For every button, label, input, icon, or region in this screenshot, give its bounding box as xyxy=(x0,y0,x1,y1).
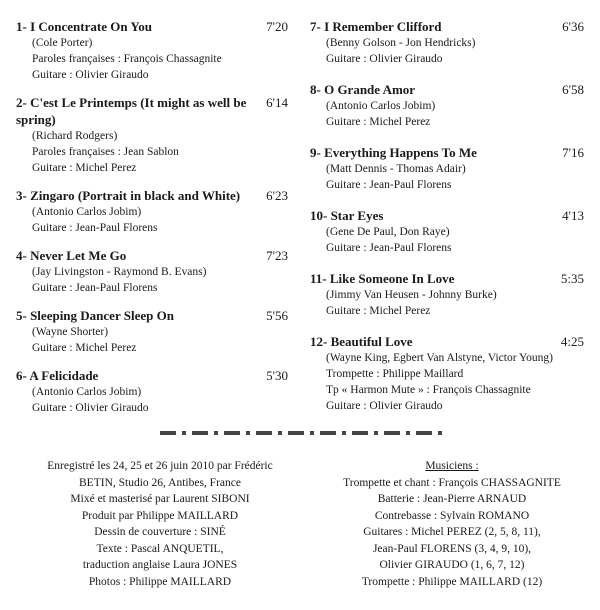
track-credit-line: Trompette : Philippe Maillard xyxy=(326,368,464,380)
track-duration: 6'14 xyxy=(266,95,288,110)
track-credit-line: Guitare : Jean-Paul Florens xyxy=(326,179,452,191)
musician-line: Trompette et chant : François CHASSAGNITE xyxy=(343,476,561,489)
track-duration: 6'36 xyxy=(562,19,584,34)
track-entry xyxy=(310,333,584,414)
track-credit-line: Guitare : Michel Perez xyxy=(326,116,431,128)
recording-credit-line: Enregistré les 24, 25 et 26 juin 2010 par Frédéric xyxy=(47,460,273,472)
track-credit-line: Guitare : Olivier Giraudo xyxy=(326,400,443,412)
track-title: 4- Never Let Me Go xyxy=(16,248,127,263)
tracklist-right-column xyxy=(310,18,584,428)
musician-line: Trompette : Philippe MAILLARD (12) xyxy=(361,575,543,588)
track-duration: 5'56 xyxy=(266,308,288,323)
musicians-credits xyxy=(318,458,586,590)
track-entry xyxy=(310,207,584,256)
musician-line: Guitares : Michel PEREZ (2, 5, 8, 11), xyxy=(363,526,541,538)
tracklist-left-column xyxy=(16,18,288,427)
track-heading xyxy=(16,367,288,384)
track-duration: 6'23 xyxy=(266,188,288,203)
track-credit-line: Guitare : Jean-Paul Florens xyxy=(32,282,158,294)
recording-credit-line: traduction anglaise Laura JONES xyxy=(82,559,238,571)
recording-credits xyxy=(20,458,300,590)
track-entry xyxy=(16,307,288,356)
recording-credit-line: Dessin de couverture : SINÉ xyxy=(94,526,226,538)
track-credit-line: Guitare : Jean-Paul Florens xyxy=(326,242,452,254)
track-credit-line: (Wayne Shorter) xyxy=(32,326,109,338)
track-credit-line: Tp « Harmon Mute » : François Chassagnite xyxy=(326,384,531,396)
musician-line: Contrebasse : Sylvain ROMANO xyxy=(374,509,530,522)
track-title: 10- Star Eyes xyxy=(310,208,384,223)
track-duration: 6'58 xyxy=(562,82,584,97)
track-credit-line: (Jay Livingston - Raymond B. Evans) xyxy=(32,266,207,278)
track-title: 9- Everything Happens To Me xyxy=(310,145,477,160)
track-credit-line: (Matt Dennis - Thomas Adair) xyxy=(326,163,466,175)
track-title: 5- Sleeping Dancer Sleep On xyxy=(16,308,174,323)
track-entry xyxy=(310,18,584,67)
recording-credit-line: Photos : Philippe MAILLARD xyxy=(88,575,232,588)
track-duration: 5'30 xyxy=(266,368,288,383)
track-heading xyxy=(310,333,584,350)
track-credit-line: Guitare : Olivier Giraudo xyxy=(326,53,443,65)
track-credit-line: (Jimmy Van Heusen - Johnny Burke) xyxy=(326,289,497,301)
track-title: 12- Beautiful Love xyxy=(310,334,413,349)
track-heading xyxy=(16,307,288,324)
track-duration: 7'20 xyxy=(266,19,288,34)
recording-credit-line: Texte : Pascal ANQUETIL, xyxy=(96,542,224,555)
track-credit-line: (Cole Porter) xyxy=(32,37,93,49)
track-credit-line: Guitare : Jean-Paul Florens xyxy=(32,222,158,234)
track-heading xyxy=(16,94,288,128)
track-duration: 4:25 xyxy=(560,334,584,349)
track-title: 7- I Remember Clifford xyxy=(310,19,442,34)
track-entry xyxy=(310,81,584,130)
musician-line: Olivier GIRAUDO (1, 6, 7, 12) xyxy=(379,559,525,571)
track-credit-line: Guitare : Olivier Giraudo xyxy=(32,402,149,414)
track-title: 3- Zingaro (Portrait in black and White) xyxy=(16,188,241,203)
track-credit-line: Guitare : Olivier Giraudo xyxy=(32,69,149,81)
track-credit-line: (Benny Golson - Jon Hendricks) xyxy=(326,37,476,49)
track-entry xyxy=(16,367,288,416)
track-credit-line: (Richard Rodgers) xyxy=(32,130,118,142)
track-credit-line: (Antonio Carlos Jobim) xyxy=(32,206,142,218)
musicians-list xyxy=(318,475,586,591)
musicians-heading: Musiciens : xyxy=(425,460,479,472)
track-credit-line: (Gene De Paul, Don Raye) xyxy=(326,226,450,238)
track-heading xyxy=(310,144,584,161)
track-duration: 5:35 xyxy=(560,271,584,286)
track-title: 2- C'est Le Printemps (It might as well be spring) xyxy=(16,95,247,127)
track-duration: 4'13 xyxy=(562,208,584,223)
track-credit-line: (Antonio Carlos Jobim) xyxy=(326,100,436,112)
track-title: 6- A Felicidade xyxy=(16,368,99,383)
track-credit-line: Paroles françaises : François Chassagnite xyxy=(32,53,222,65)
track-entry xyxy=(310,144,584,193)
track-entry xyxy=(16,18,288,83)
track-heading xyxy=(310,270,584,287)
recording-credit-line: BETIN, Studio 26, Antibes, France xyxy=(79,476,241,489)
track-title: 8- O Grande Amor xyxy=(310,82,416,97)
dash-dot-divider xyxy=(160,431,450,435)
track-title: 1- I Concentrate On You xyxy=(16,19,153,34)
track-credit-line: Guitare : Michel Perez xyxy=(32,342,137,354)
track-credit-line: Paroles françaises : Jean Sablon xyxy=(32,146,179,158)
track-heading xyxy=(310,207,584,224)
divider-segments xyxy=(160,431,442,435)
track-credit-line: Guitare : Michel Perez xyxy=(326,305,431,317)
track-duration: 7'23 xyxy=(266,248,288,263)
musician-line: Batterie : Jean-Pierre ARNAUD xyxy=(377,493,527,505)
track-heading xyxy=(310,18,584,35)
track-entry xyxy=(16,94,288,176)
track-entry xyxy=(16,187,288,236)
track-credit-line: Guitare : Michel Perez xyxy=(32,162,137,174)
recording-credit-line: Produit par Philippe MAILLARD xyxy=(81,509,239,522)
musician-line: Jean-Paul FLORENS (3, 4, 9, 10), xyxy=(372,542,532,555)
track-entry xyxy=(310,270,584,319)
track-duration: 7'16 xyxy=(562,145,584,160)
track-entry xyxy=(16,247,288,296)
track-credit-line: (Antonio Carlos Jobim) xyxy=(32,386,142,398)
recording-credit-line: Mixé et masterisé par Laurent SIBONI xyxy=(70,493,250,505)
track-credit-line: (Wayne King, Egbert Van Alstyne, Victor Young) xyxy=(326,352,553,364)
track-title: 11- Like Someone In Love xyxy=(310,271,455,286)
track-heading xyxy=(16,247,288,264)
track-heading xyxy=(310,81,584,98)
track-heading xyxy=(16,18,288,35)
track-heading xyxy=(16,187,288,204)
